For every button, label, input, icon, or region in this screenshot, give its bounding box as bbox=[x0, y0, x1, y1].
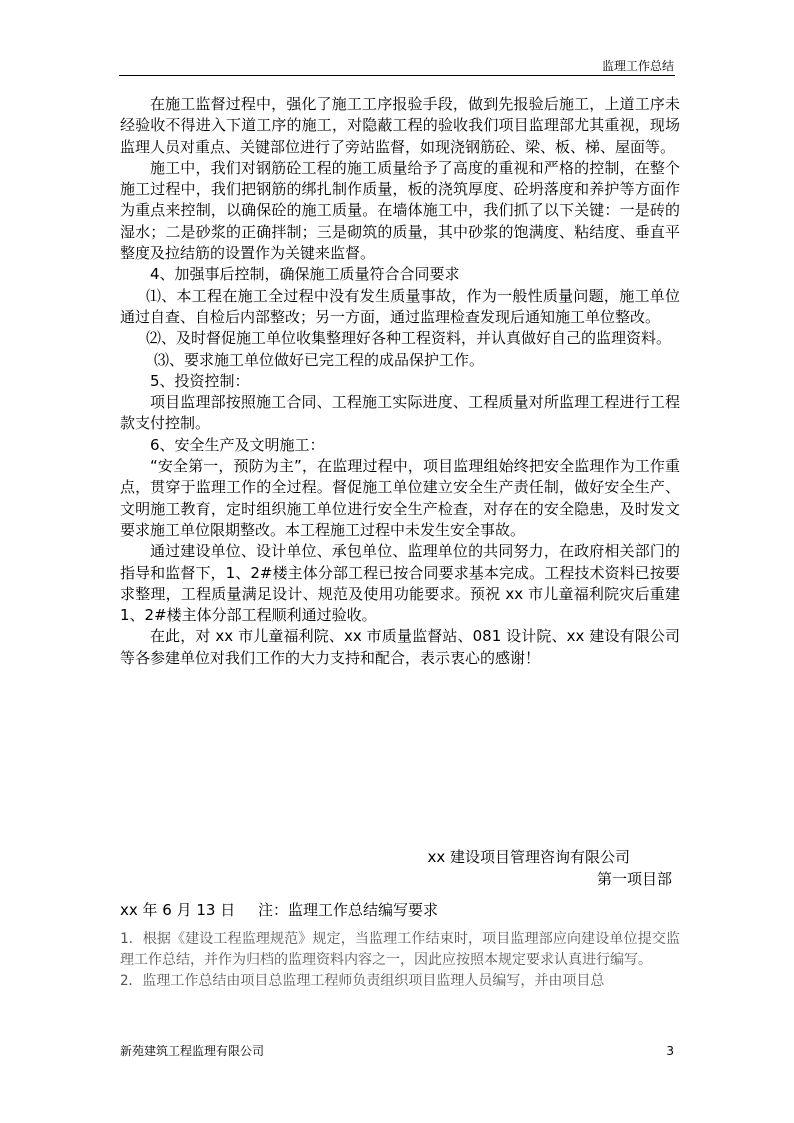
section-heading: 6、安全生产及文明施工： bbox=[150, 435, 325, 454]
section-heading: 4、加强事后控制，确保施工质量符合合同要求 bbox=[150, 265, 460, 284]
paragraph: 项目监理部按照施工合同、工程施工实际进度、工程质量对所监理工程进行工程款支付控制。 bbox=[120, 393, 680, 433]
paragraph: “安全第一，预防为主”，在监理过程中，项目监理组始终把安全监理作为工作重点，贯穿于监理工作的全过程。督促施工单位建立安全生产责任制，做好安全生产、文明施工教育，定时组织施工单位进行安全生产检查，对存在的安全隐患，及时发文要求施工单位限期整改。本工程施工过程中未发生安全事故。 bbox=[120, 457, 680, 539]
signature-company: xx 建设项目管理咨询有限公司 bbox=[427, 848, 630, 866]
list-item: ⑶、要求施工单位做好已完工程的成品保护工作。 bbox=[154, 350, 485, 369]
paragraph: 施工中，我们对钢筋砼工程的施工质量给予了高度的重视和严格的控制，在整个施工过程中，我们把钢筋的绑扎制作质量，板的浇筑厚度、砼坍落度和养护等方面作为重点来控制，以确保砼的施工质量。在墙体施工中，我们抓了以下关键：一是砖的湿水；二是砂浆的正确拌制；三是砌筑的质量，其中砂浆的饱满度、粘结度、垂直平整度及拉结筋的设置作为关键来监督。 bbox=[120, 158, 680, 263]
section-heading: 5、投资控制： bbox=[150, 371, 250, 390]
paragraph: 通过建设单位、设计单位、承包单位、监理单位的共同努力，在政府相关部门的指导和监督下，1、2#楼主体分部工程已按合同要求基本完成。工程技术资料已按要求整理，工程质量满足设计、规范及使用功能要求。预祝 xx 市儿童福利院灾后重建 1、2#楼主体分部工程顺利通过验收。 bbox=[120, 542, 680, 625]
note-item: 1．根据《建设工程监理规范》规定，当监理工作结束时，项目监理部应向建设单位提交监理工作总结，并作为归档的监理资料内容之一，因此应按照本规定要求认真进行编写。 bbox=[120, 931, 680, 968]
document-date: xx 年 6 月 13 日 bbox=[120, 901, 236, 919]
list-item: ⑴、本工程在施工全过程中没有发生质量事故，作为一般性质量问题，施工单位通过自查、自检后内部整改；另一方面，通过监理检查发现后通知施工单位整改。 bbox=[120, 286, 680, 326]
paragraph: 在施工监督过程中，强化了施工工序报验手段，做到先报验后施工，上道工序未经验收不得进入下道工序的施工，对隐蔽工程的验收我们项目监理部尤其重视，现场监理人员对重点、关键部位进行了旁站监督，如现浇钢筋砼、梁、板、梯、屋面等。 bbox=[120, 95, 680, 156]
date-line bbox=[120, 900, 438, 920]
page-number: 3 bbox=[666, 1044, 674, 1058]
header-title: 监理工作总结 bbox=[601, 59, 674, 73]
header-rule bbox=[119, 75, 675, 76]
notes-section bbox=[120, 929, 680, 992]
list-item: ⑵、及时督促施工单位收集整理好各种工程资料，并认真做好自己的监理资料。 bbox=[146, 329, 672, 348]
signature-department: 第一项目部 bbox=[596, 870, 672, 888]
note-item: 2．监理工作总结由项目总监理工程师负责组织项目监理人员编写，并由项目总 bbox=[120, 973, 605, 989]
body-text bbox=[120, 94, 680, 669]
note-heading: 注：监理工作总结编写要求 bbox=[258, 901, 439, 919]
paragraph: 在此，对 xx 市儿童福利院、xx 市质量监督站、081 设计院、xx 建设有限公司等各参建单位对我们工作的大力支持和配合，表示衷心的感谢！ bbox=[120, 627, 680, 667]
footer-company: 新苑建筑工程监理有限公司 bbox=[120, 1044, 265, 1058]
